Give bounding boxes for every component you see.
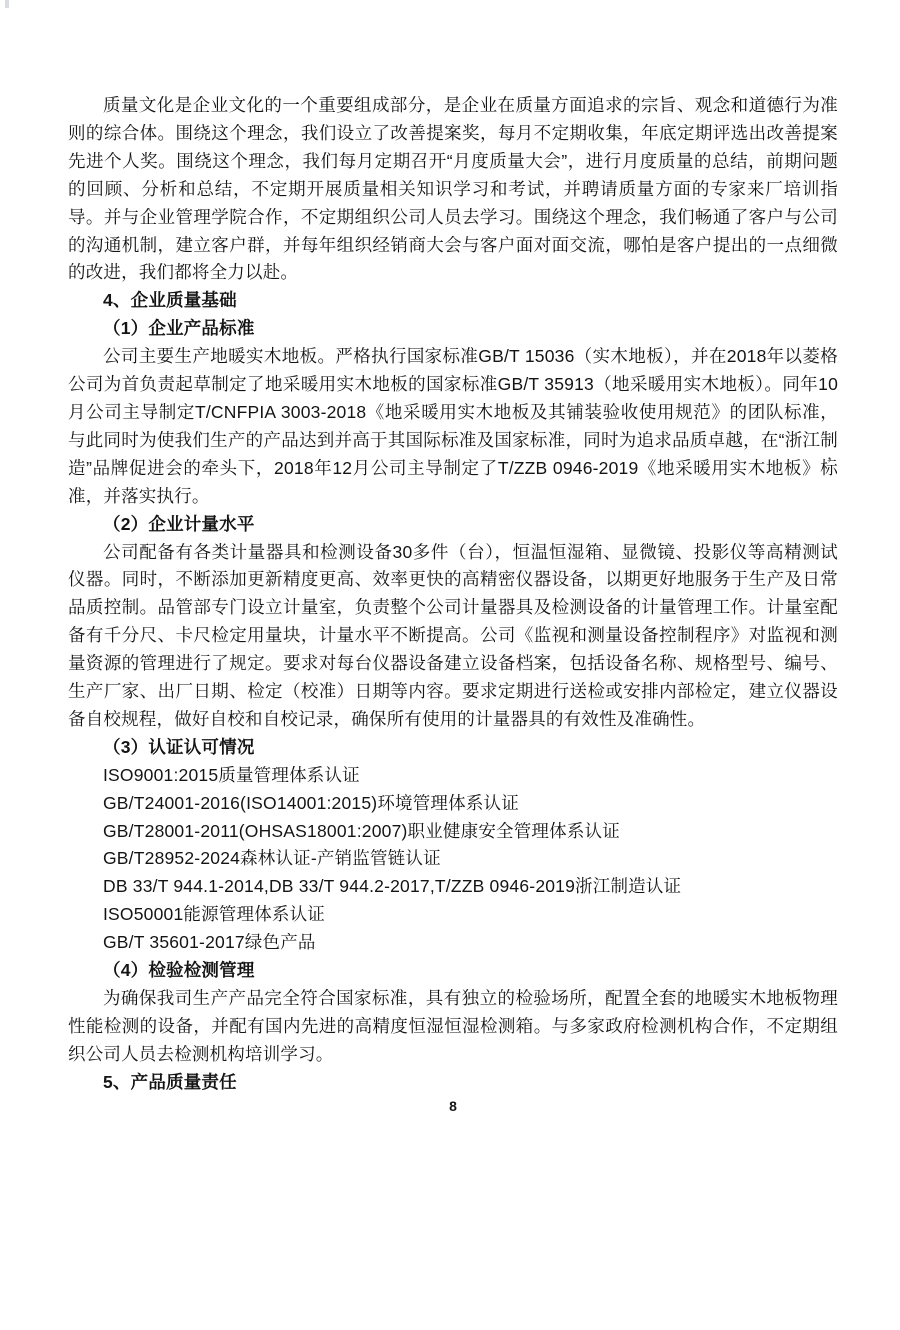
paragraph-product-standards: 公司主要生产地暖实木地板。严格执行国家标准GB/T 15036（实木地板），并在2018年以菱格公司为首负责起草制定了地采暖用实木地板的国家标准GB/T 35913（地采暖用实木地板）。同年10月公司主导制定T/CNFPIA 3003-2018《地采暖用实木地板及其铺装验收使用规范》的团队标准，与此同时为使我们生产的产品达到并高于其国际标准及国家标准，同时为追求品质卓越，在“浙江制造”品牌促进会的牵头下，2018年12月公司主导制定了T/ZZB 0946-2019《地采暖用实木地板》标准，并落实执行。 [68,346,838,506]
cert-line-gbt28952-forest: GB/T28952-2024森林认证-产销监管链认证 [103,848,441,869]
cert-line-gbt28001-ohs: GB/T28001-2011(OHSAS18001:2007)职业健康安全管理体系认证 [103,820,620,841]
heading-4-enterprise-quality-foundation: 4、企业质量基础 [103,290,237,311]
subheading-1-enterprise-product-standards: （1）企业产品标准 [103,318,255,339]
subheading-3-certification-status: （3）认证认可情况 [103,736,255,757]
page-number: 8 [449,1098,457,1114]
cert-line-zhejiang-manufacturing: DB 33/T 944.1-2014,DB 33/T 944.2-2017,T/ZZB 0946-2019浙江制造认证 [103,876,682,897]
paragraph-inspection-testing: 为确保我司生产产品完全符合国家标准，具有独立的检验场所，配置全套的地暖实木地板物理性能检测的设备，并配有国内先进的高精度恒湿恒湿检测箱。与多家政府检测机构合作，不定期组织公司人员去检测机构培训学习。 [68,988,838,1064]
paragraph-quality-culture: 质量文化是企业文化的一个重要组成部分，是企业在质量方面追求的宗旨、观念和道德行为准则的综合体。围绕这个理念，我们设立了改善提案奖，每月不定期收集，年底定期评选出改善提案先进个人奖。围绕这个理念，我们每月定期召开“月度质量大会”，进行月度质量的总结，前期问题的回顾、分析和总结，不定期开展质量相关知识学习和考试，并聘请质量方面的专家来厂培训指导。并与企业管理学院合作，不定期组织公司人员去学习。围绕这个理念，我们畅通了客户与公司的沟通机制，建立客户群，并每年组织经销商大会与客户面对面交流，哪怕是客户提出的一点细微的改进，我们都将全力以赴。 [68,95,838,283]
scan-artifact-comma: ， [827,446,844,463]
cert-line-iso9001: ISO9001:2015质量管理体系认证 [103,764,360,785]
scan-artifact-corner [5,0,9,8]
cert-line-gbt24001-environment: GB/T24001-2016(ISO14001:2015)环境管理体系认证 [103,792,519,813]
heading-5-product-quality-responsibility: 5、产品质量责任 [103,1071,237,1092]
subheading-4-inspection-testing-management: （4）检验检测管理 [103,960,255,981]
cert-line-iso50001-energy: ISO50001能源管理体系认证 [103,904,326,925]
subheading-2-enterprise-metrology-level: （2）企业计量水平 [103,513,255,534]
cert-line-gbt35601-green-product: GB/T 35601-2017绿色产品 [103,932,316,953]
page-content [68,92,838,1097]
paragraph-metrology: 公司配备有各类计量器具和检测设备30多件（台），恒温恒湿箱、显微镜、投影仪等高精测试仪器。同时，不断添加更新精度更高、效率更快的高精密仪器设备，以期更好地服务于生产及日常品质控制。品管部专门设立计量室，负责整个公司计量器具及检测设备的计量管理工作。计量室配备有千分尺、卡尺检定用量块，计量水平不断提高。公司《监视和测量设备控制程序》对监视和测量资源的管理进行了规定。要求对每台仪器设备建立设备档案，包括设备名称、规格型号、编号、生产厂家、出厂日期、检定（校准）日期等内容。要求定期进行送检或安排内部检定，建立仪器设备自校规程，做好自校和自校记录，确保所有使用的计量器具的有效性及准确性。 [68,541,838,729]
